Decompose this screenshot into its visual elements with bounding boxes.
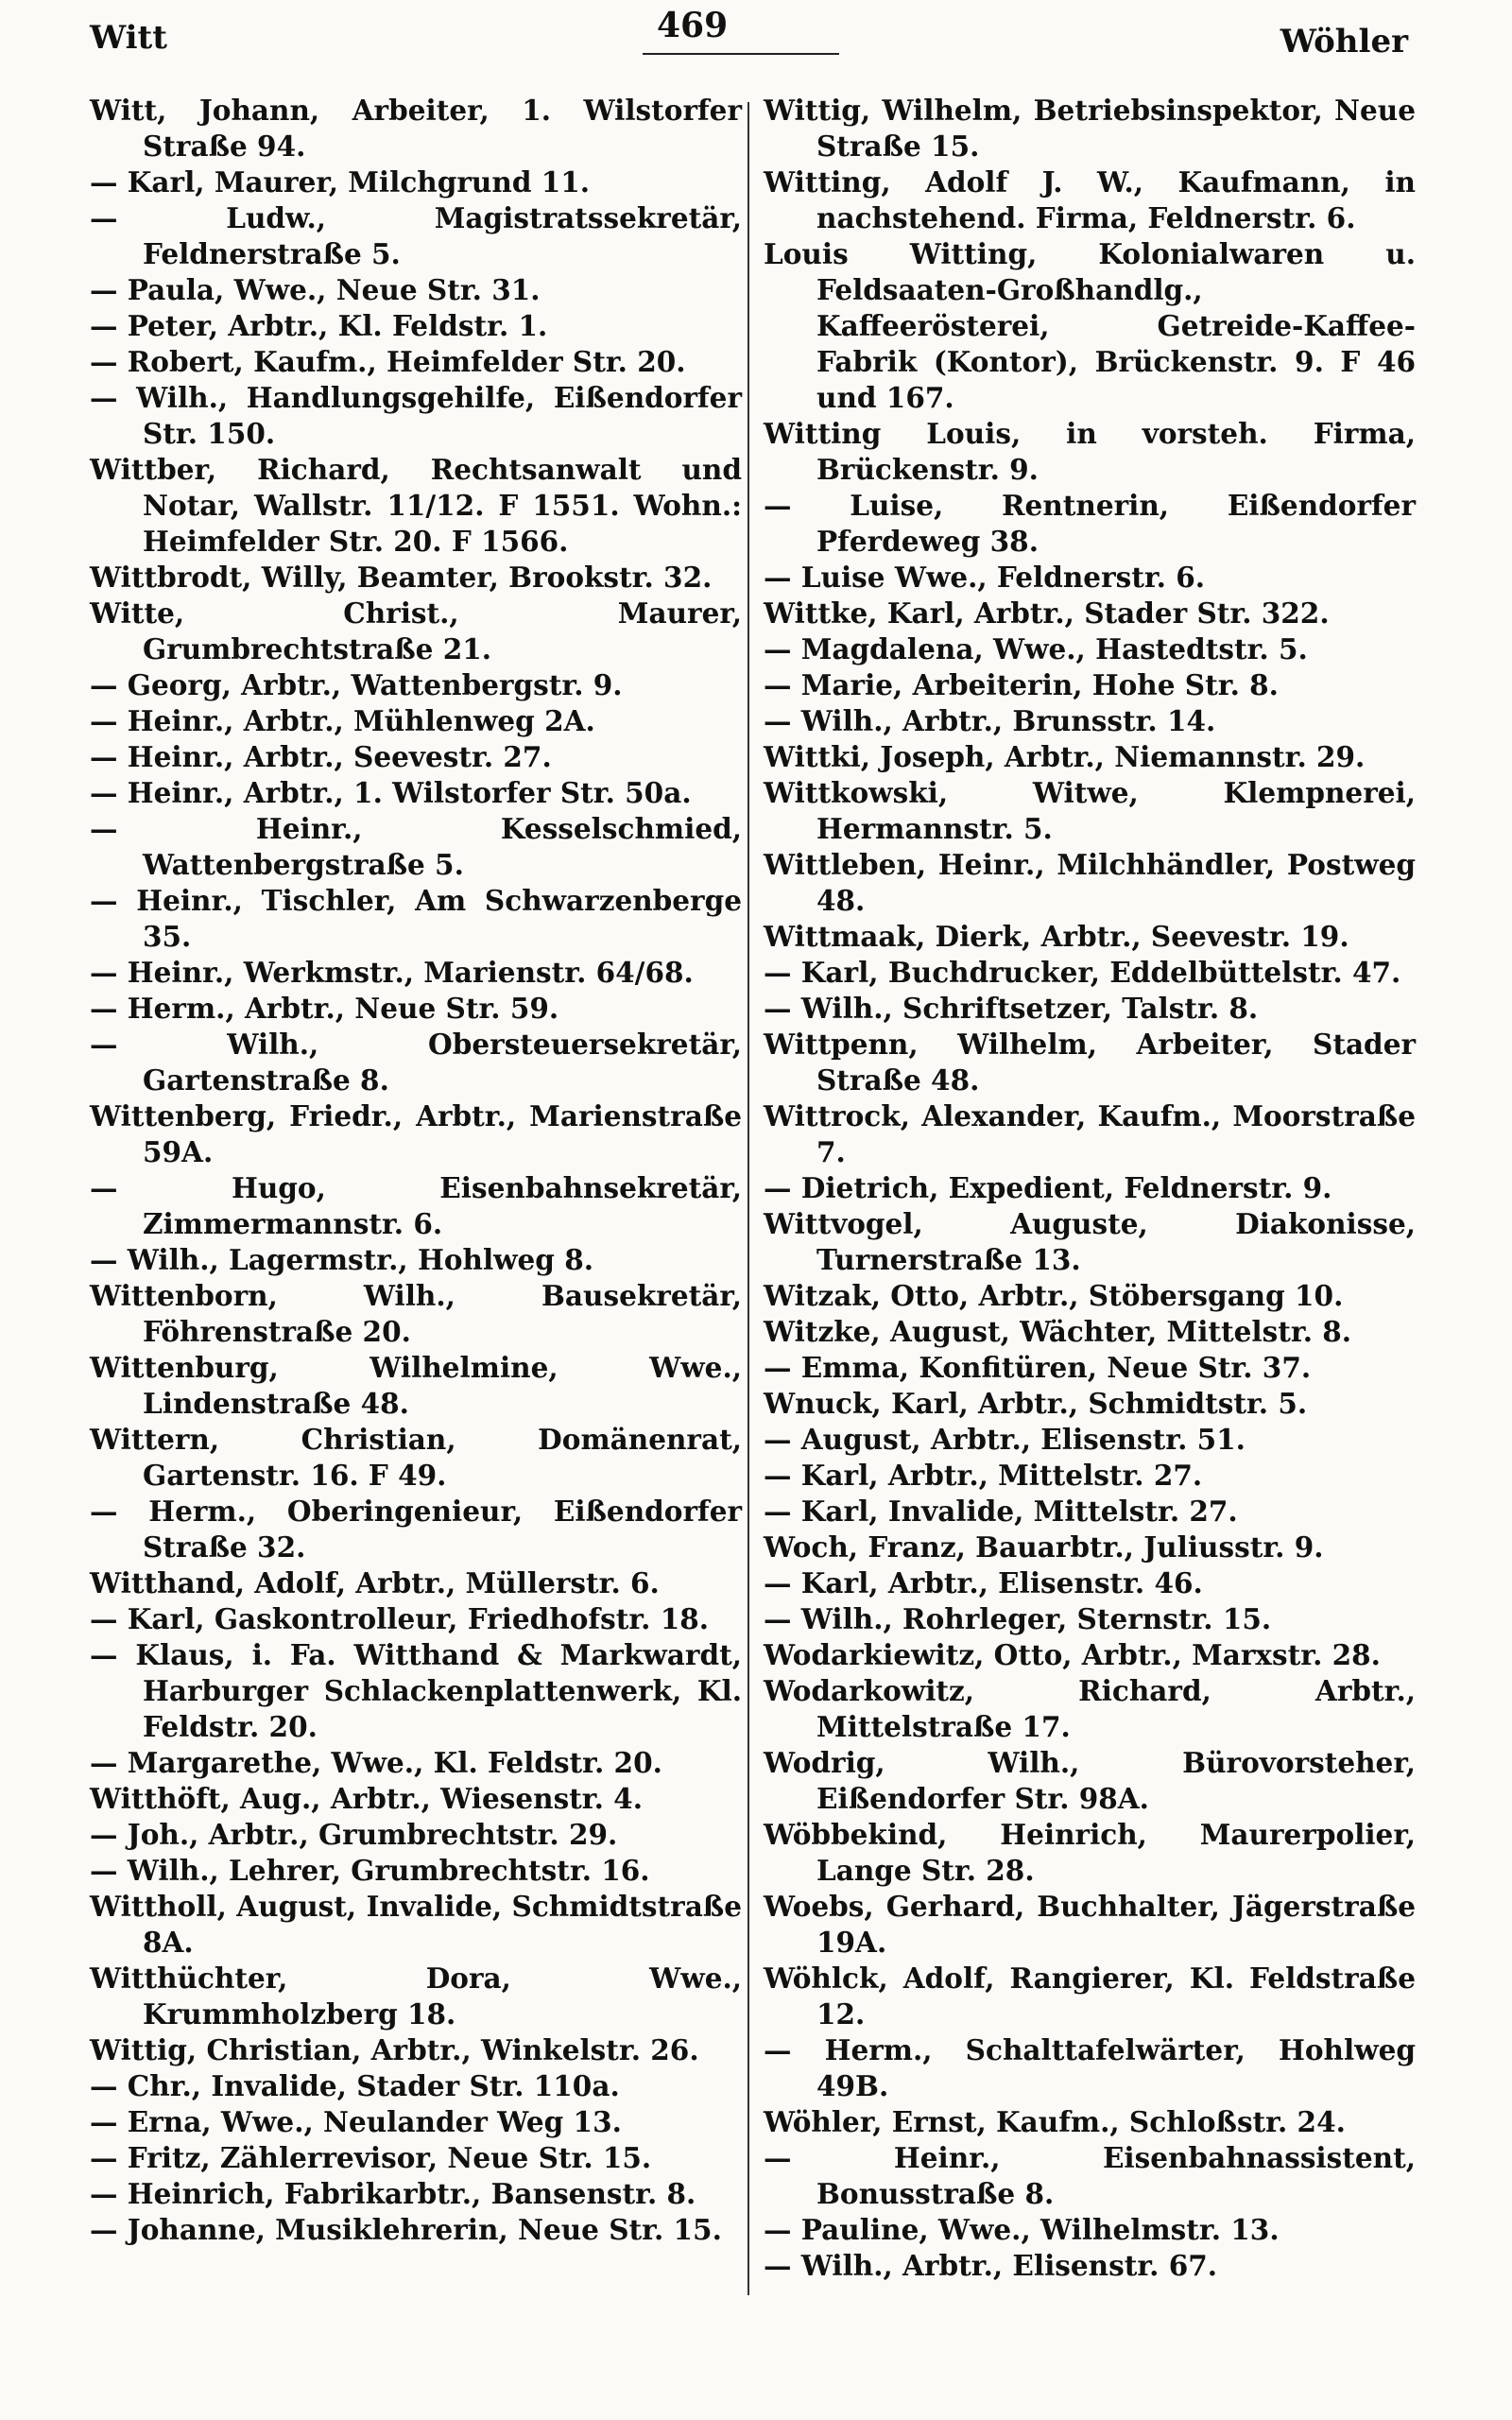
directory-entry: Louis Witting, Kolonialwaren u. Feldsaaten-Großhandlg., Kaffeerösterei, Getreide-Kaffee-Fabrik (Kontor), Brückenstr. 9. F 46 und 167. [764,237,1416,414]
directory-entry: — Johanne, Musiklehrerin, Neue Str. 15. [90,2213,722,2246]
directory-entry: — Joh., Arbtr., Grumbrechtstr. 29. [90,1818,618,1851]
directory-entry: Wittvogel, Auguste, Diakonisse, Turnerstraße 13. [764,1207,1416,1276]
directory-entry: Wittig, Christian, Arbtr., Winkelstr. 26. [90,2033,699,2066]
directory-entry: — Hugo, Eisenbahnsekretär, Zimmermannstr. 6. [90,1171,742,1240]
directory-entry: — Heinr., Arbtr., Mühlenweg 2A. [90,704,595,737]
directory-entry: — Fritz, Zählerrevisor, Neue Str. 15. [90,2141,652,2174]
directory-entry: Wnuck, Karl, Arbtr., Schmidtstr. 5. [764,1387,1308,1420]
directory-entry: — Wilh., Obersteuersekretär, Gartenstraße 8. [90,1028,742,1097]
directory-entry: Wodrig, Wilh., Bürovorsteher, Eißendorfer Str. 98A. [764,1746,1416,1815]
directory-entry: Wöhler, Ernst, Kaufm., Schloßstr. 24. [764,2105,1346,2138]
directory-entry: Wittenborn, Wilh., Bausekretär, Föhrenstraße 20. [90,1279,742,1348]
directory-entry: — Dietrich, Expedient, Feldnerstr. 9. [764,1171,1332,1204]
directory-entry: Witt, Johann, Arbeiter, 1. Wilstorfer Straße 94. [90,94,742,163]
directory-entry: — Klaus, i. Fa. Witthand & Markwardt, Harburger Schlackenplattenwerk, Kl. Feldstr. 20. [90,1638,742,1743]
directory-entry: Wittber, Richard, Rechtsanwalt und Notar, Wallstr. 11/12. F 1551. Wohn.: Heimfelder Str. 20. F 1566. [90,453,742,558]
directory-entry: Wittbrodt, Willy, Beamter, Brookstr. 32. [90,561,713,594]
directory-entry: Witting Louis, in vorsteh. Firma, Brückenstr. 9. [764,417,1416,486]
directory-entry: — Wilh., Handlungsgehilfe, Eißendorfer Str. 150. [90,381,742,450]
directory-entry: — Herm., Schalttafelwärter, Hohlweg 49B. [764,2033,1416,2102]
directory-entry: — Emma, Konfitüren, Neue Str. 37. [764,1351,1312,1384]
directory-entry: Wittleben, Heinr., Milchhändler, Postweg 48. [764,848,1416,917]
directory-entry: — Wilh., Schriftsetzer, Talstr. 8. [764,992,1259,1025]
page-number: 469 [657,6,729,45]
directory-entry: Wittmaak, Dierk, Arbtr., Seevestr. 19. [764,920,1349,953]
directory-entry: Wöbbekind, Heinrich, Maurerpolier, Lange Str. 28. [764,1818,1416,1887]
directory-entry: — Robert, Kaufm., Heimfelder Str. 20. [90,345,686,378]
directory-entry: — Herm., Arbtr., Neue Str. 59. [90,992,559,1025]
directory-entry: — Margarethe, Wwe., Kl. Feldstr. 20. [90,1746,662,1779]
directory-entry: — Peter, Arbtr., Kl. Feldstr. 1. [90,309,548,342]
directory-entry: — Heinr., Eisenbahnassistent, Bonusstraße 8. [764,2141,1416,2210]
directory-entry: Witthüchter, Dora, Wwe., Krummholzberg 18. [90,1962,742,2031]
header-rule [643,53,839,55]
directory-entry: — Ludw., Magistratssekretär, Feldnerstraße 5. [90,201,742,270]
directory-entry: Woebs, Gerhard, Buchhalter, Jägerstraße 19A. [764,1890,1416,1959]
directory-entry: Witthand, Adolf, Arbtr., Müllerstr. 6. [90,1566,660,1599]
directory-entry: — Heinrich, Fabrikarbtr., Bansenstr. 8. [90,2177,696,2210]
directory-entry: — Erna, Wwe., Neulander Weg 13. [90,2105,622,2138]
directory-entry: Wittke, Karl, Arbtr., Stader Str. 322. [764,596,1330,630]
directory-entry: — Karl, Invalide, Mittelstr. 27. [764,1495,1238,1528]
directory-entry: Wittki, Joseph, Arbtr., Niemannstr. 29. [764,740,1366,773]
directory-entry: — Magdalena, Wwe., Hastedtstr. 5. [764,632,1308,666]
directory-entry: — Heinr., Arbtr., 1. Wilstorfer Str. 50a. [90,776,692,809]
directory-entry: — Karl, Arbtr., Mittelstr. 27. [764,1459,1203,1492]
directory-entry: Wittpenn, Wilhelm, Arbeiter, Stader Straße 48. [764,1028,1416,1097]
directory-entry: Wodarkiewitz, Otto, Arbtr., Marxstr. 28. [764,1638,1381,1671]
directory-entry: — Wilh., Lehrer, Grumbrechtstr. 16. [90,1854,650,1887]
directory-entry: Wittenburg, Wilhelmine, Wwe., Lindenstraße 48. [90,1351,742,1420]
directory-entry: — Marie, Arbeiterin, Hohe Str. 8. [764,668,1279,701]
directory-entry: — Wilh., Lagermstr., Hohlweg 8. [90,1243,594,1276]
directory-entry: — Pauline, Wwe., Wilhelmstr. 13. [764,2213,1280,2246]
directory-entry: Witting, Adolf J. W., Kaufmann, in nachstehend. Firma, Feldnerstr. 6. [764,165,1416,234]
directory-entry: Wittenberg, Friedr., Arbtr., Marienstraße 59A. [90,1099,742,1168]
directory-entry: — Chr., Invalide, Stader Str. 110a. [90,2069,620,2102]
directory-entry: — Heinr., Arbtr., Seevestr. 27. [90,740,552,773]
directory-entry: — August, Arbtr., Elisenstr. 51. [764,1423,1246,1456]
directory-entry: — Karl, Maurer, Milchgrund 11. [90,165,591,199]
directory-entry: Wittkowski, Witwe, Klempnerei, Hermannstr. 5. [764,776,1416,845]
directory-entry: — Heinr., Kesselschmied, Wattenbergstraße 5. [90,812,742,881]
directory-entry: — Wilh., Arbtr., Elisenstr. 67. [764,2249,1218,2282]
header-left-word: Witt [90,19,167,57]
directory-entry: Witte, Christ., Maurer, Grumbrechtstraße 21. [90,596,742,666]
directory-entry: Wittholl, August, Invalide, Schmidtstraße 8A. [90,1890,742,1959]
directory-entry: — Karl, Arbtr., Elisenstr. 46. [764,1566,1203,1599]
directory-entry: — Paula, Wwe., Neue Str. 31. [90,273,541,306]
directory-entry: — Heinr., Werkmstr., Marienstr. 64/68. [90,956,694,989]
directory-entry: Wittern, Christian, Domänenrat, Gartenstr. 16. F 49. [90,1423,742,1492]
left-column [90,93,742,2295]
directory-entry: — Karl, Gaskontrolleur, Friedhofstr. 18. [90,1602,710,1635]
directory-entry: Wöhlck, Adolf, Rangierer, Kl. Feldstraße 12. [764,1962,1416,2031]
directory-entry: Witthöft, Aug., Arbtr., Wiesenstr. 4. [90,1782,643,1815]
directory-entry: — Karl, Buchdrucker, Eddelbüttelstr. 47. [764,956,1401,989]
directory-entry: Woch, Franz, Bauarbtr., Juliusstr. 9. [764,1530,1324,1564]
directory-entry: — Luise Wwe., Feldnerstr. 6. [764,561,1206,594]
directory-entry: — Georg, Arbtr., Wattenbergstr. 9. [90,668,623,701]
directory-entry: Witzke, August, Wächter, Mittelstr. 8. [764,1315,1352,1348]
directory-entry: — Heinr., Tischler, Am Schwarzenberge 35. [90,884,742,953]
directory-entry: — Wilh., Arbtr., Brunsstr. 14. [764,704,1216,737]
directory-entry: Wodarkowitz, Richard, Arbtr., Mittelstraße 17. [764,1674,1416,1743]
column-divider [747,102,749,2295]
directory-entry: — Herm., Oberingenieur, Eißendorfer Straße 32. [90,1495,742,1564]
right-column [764,93,1416,2295]
directory-entry: Witzak, Otto, Arbtr., Stöbersgang 10. [764,1279,1344,1312]
directory-entry: — Luise, Rentnerin, Eißendorfer Pferdeweg 38. [764,489,1416,558]
header-right-word: Wöhler [1280,23,1408,60]
page-header [90,6,1408,64]
directory-entry: — Wilh., Rohrleger, Sternstr. 15. [764,1602,1272,1635]
directory-entry: Wittig, Wilhelm, Betriebsinspektor, Neue Straße 15. [764,94,1416,163]
directory-entry: Wittrock, Alexander, Kaufm., Moorstraße 7. [764,1099,1416,1168]
